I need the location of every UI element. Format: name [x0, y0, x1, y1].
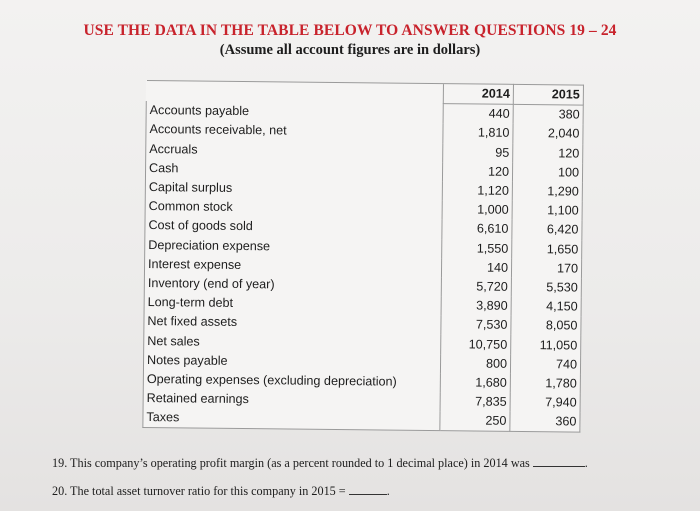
value-2014: 3,890	[441, 296, 511, 316]
value-2015: 100	[512, 163, 582, 183]
value-2015: 4,150	[511, 297, 581, 317]
answer-blank-19	[533, 456, 585, 467]
value-2014: 1,550	[442, 239, 512, 259]
value-2015: 2,040	[513, 124, 583, 144]
value-2014: 6,610	[442, 219, 512, 239]
page-subtitle: (Assume all account figures are in dollars)	[219, 42, 481, 58]
value-2015: 120	[513, 143, 583, 163]
value-2014: 7,835	[440, 392, 510, 412]
value-2015: 360	[510, 412, 580, 432]
row-label: Accounts receivable, net	[146, 120, 443, 142]
value-2014: 1,000	[442, 200, 512, 220]
row-label: Retained earnings	[143, 389, 440, 411]
question-19: 19. This company’s operating profit margin (as a percent rounded to 1 decimal place) in 2014 was .	[52, 456, 588, 470]
value-2015: 1,290	[512, 182, 582, 202]
value-2015: 380	[513, 105, 583, 125]
value-2015: 1,100	[512, 201, 582, 221]
row-label: Interest expense	[144, 255, 441, 277]
value-2014: 5,720	[441, 277, 511, 297]
row-label: Inventory (end of year)	[144, 274, 441, 296]
value-2014: 1,810	[443, 123, 513, 143]
value-2015: 8,050	[511, 316, 581, 336]
value-2015: 7,940	[510, 393, 580, 413]
row-label: Accruals	[146, 140, 443, 162]
value-2015: 5,530	[511, 278, 581, 298]
row-label: Net fixed assets	[144, 312, 441, 334]
value-2014: 10,750	[441, 335, 511, 355]
value-2014: 800	[440, 354, 510, 374]
value-2015: 11,050	[511, 335, 581, 355]
row-label: Notes payable	[143, 351, 440, 373]
question-20-text: 20. The total asset turnover ratio for this company in 2015 =	[52, 484, 346, 498]
question-19-text: 19. This company’s operating profit margin (as a percent rounded to 1 decimal place) in 2014 was	[52, 456, 530, 470]
value-2015: 1,650	[512, 239, 582, 259]
page-title: USE THE DATA IN THE TABLE BELOW TO ANSWER QUESTIONS 19 – 24	[83, 22, 617, 39]
answer-blank-20	[349, 484, 387, 495]
value-2014: 140	[441, 258, 511, 278]
row-label: Depreciation expense	[145, 235, 442, 257]
row-label: Accounts payable	[146, 101, 443, 124]
value-2015: 6,420	[512, 220, 582, 240]
column-header-2014: 2014	[443, 84, 513, 105]
value-2014: 1,680	[440, 373, 510, 393]
value-2015: 170	[511, 259, 581, 279]
column-header-2015: 2015	[513, 84, 583, 105]
row-label: Operating expenses (excluding depreciation)	[143, 370, 440, 392]
row-label: Capital surplus	[145, 178, 442, 200]
row-label: Common stock	[145, 197, 442, 219]
value-2014: 250	[440, 411, 510, 431]
row-label: Cash	[145, 159, 442, 181]
financial-data-table	[142, 80, 586, 433]
row-label: Cost of goods sold	[145, 216, 442, 238]
value-2014: 120	[442, 162, 512, 182]
row-label: Taxes	[143, 408, 440, 431]
value-2014: 7,530	[441, 315, 511, 335]
row-label: Net sales	[144, 331, 441, 353]
value-2014: 95	[443, 143, 513, 163]
row-label: Long-term debt	[144, 293, 441, 315]
value-2015: 1,780	[510, 374, 580, 394]
value-2015: 740	[510, 354, 580, 374]
table-row	[143, 408, 580, 432]
value-2014: 1,120	[442, 181, 512, 201]
question-20: 20. The total asset turnover ratio for this company in 2015 = .	[52, 484, 390, 498]
value-2014: 440	[443, 104, 513, 124]
